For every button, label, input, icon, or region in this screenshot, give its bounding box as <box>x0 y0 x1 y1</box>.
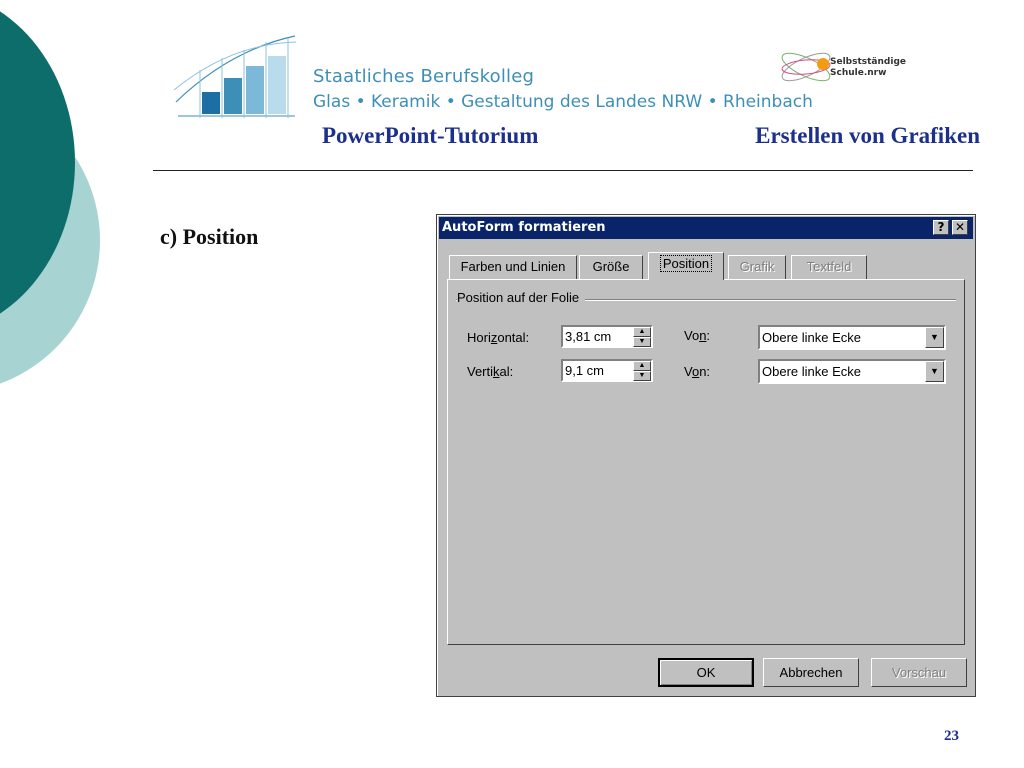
school-name: Staatliches Berufskolleg <box>313 66 535 87</box>
orbit-logo-icon <box>778 44 838 90</box>
help-button[interactable]: ? <box>933 220 949 235</box>
vertical-from-select[interactable] <box>758 359 946 384</box>
preview-button: Vorschau <box>871 658 967 687</box>
vertical-from-label: Von: <box>684 364 711 379</box>
tab-textbox: Textfeld <box>791 255 867 279</box>
vertical-from-dropdown-icon[interactable]: ▼ <box>925 361 944 382</box>
format-autoshape-dialog <box>436 214 976 697</box>
cancel-button[interactable]: Abbrechen <box>763 658 859 687</box>
vertical-value[interactable]: 9,1 cm <box>565 363 605 378</box>
horizontal-from-value: Obere linke Ecke <box>762 330 861 345</box>
dialog-title: AutoForm formatieren <box>442 220 606 235</box>
school-subtitle: Glas • Keramik • Gestaltung des Landes NRW • Rheinbach <box>313 92 813 112</box>
horizontal-label: Horizontal: <box>467 330 530 345</box>
vertical-from-value: Obere linke Ecke <box>762 364 861 379</box>
tab-picture: Grafik <box>728 255 786 279</box>
header-divider <box>153 170 973 171</box>
horizontal-value[interactable]: 3,81 cm <box>565 329 612 344</box>
horizontal-down-arrow-icon[interactable]: ▼ <box>633 337 651 347</box>
position-panel <box>447 279 965 645</box>
page-number: 23 <box>944 728 959 744</box>
horizontal-stepper[interactable] <box>561 325 653 348</box>
topic-title: Erstellen von Grafiken <box>755 123 980 148</box>
ok-button[interactable]: OK <box>658 658 754 687</box>
course-title: PowerPoint-Tutorium <box>322 123 539 148</box>
horizontal-from-select[interactable] <box>758 325 946 350</box>
horizontal-up-arrow-icon[interactable]: ▲ <box>633 327 651 337</box>
vertical-stepper[interactable] <box>561 359 653 382</box>
section-title: c) Position <box>160 224 259 249</box>
school-logo-icon <box>170 30 300 122</box>
dialog-titlebar[interactable] <box>439 217 973 239</box>
group-label: Position auf der Folie <box>457 290 585 305</box>
tab-size[interactable]: Größe <box>579 255 643 279</box>
tab-colors-lines[interactable]: Farben und Linien <box>449 255 577 279</box>
vertical-up-arrow-icon[interactable]: ▲ <box>633 361 651 371</box>
vertical-down-arrow-icon[interactable]: ▼ <box>633 371 651 381</box>
vertical-label: Vertikal: <box>467 364 514 379</box>
horizontal-from-label: Von: <box>684 328 711 343</box>
close-button[interactable]: ✕ <box>952 220 968 235</box>
horizontal-from-dropdown-icon[interactable]: ▼ <box>925 327 944 348</box>
partner-logo-text: Selbstständige Schule.nrw <box>830 57 906 78</box>
tab-position[interactable]: Position <box>648 252 724 280</box>
